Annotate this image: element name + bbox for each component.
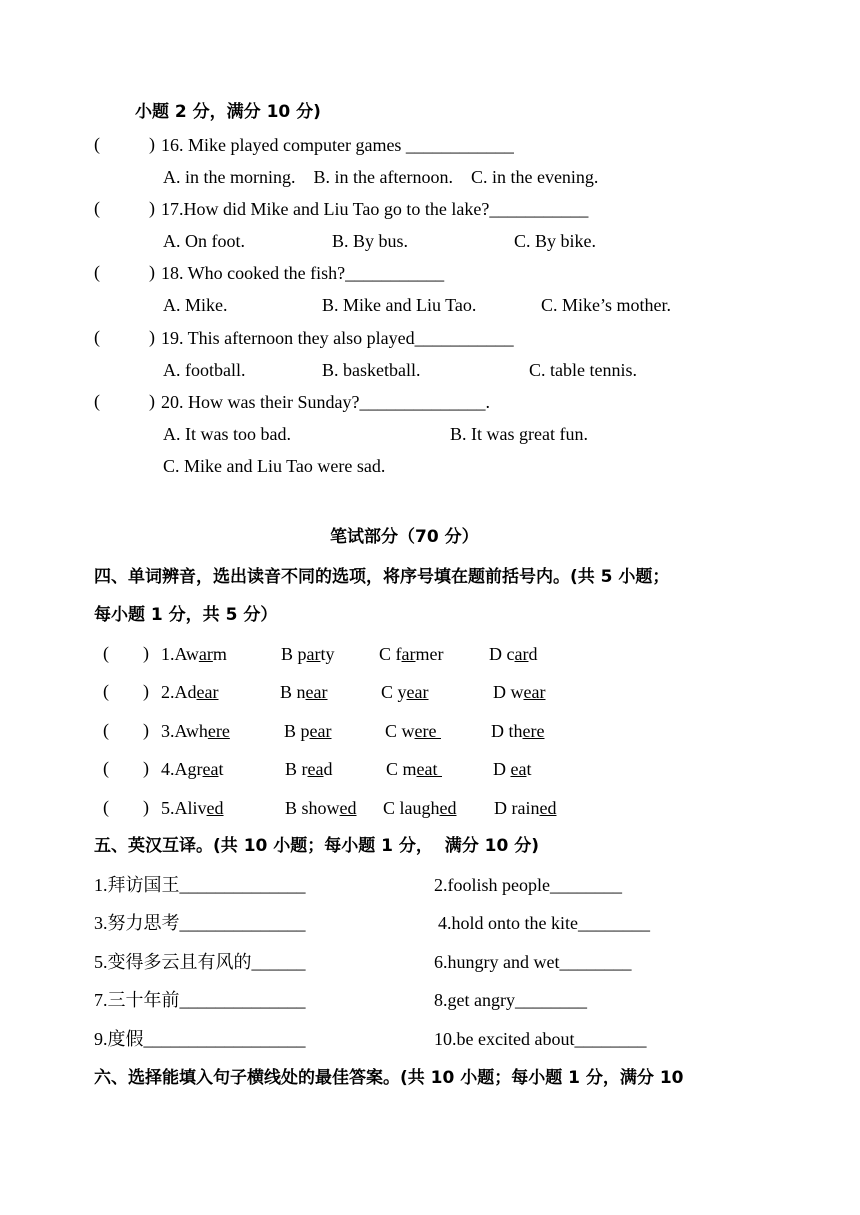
question-16-options: A. in the morning. B. in the afternoon. C. in the evening. xyxy=(163,167,599,187)
word-b-underlined-sound: ed xyxy=(339,798,357,818)
word-c-underlined-sound: ar xyxy=(401,644,416,664)
word-c-underlined-sound: eat xyxy=(416,759,442,779)
word-a-underlined-sound: ea xyxy=(202,759,219,779)
word-c-text: C f xyxy=(379,644,402,664)
word-a-underlined-sound: ear xyxy=(196,682,219,702)
item-number: 5.A xyxy=(161,798,188,818)
word-d xyxy=(494,798,556,818)
word-a-underlined-sound: ar xyxy=(198,644,213,664)
phonics-option-a xyxy=(161,797,224,819)
item-number: 2.A xyxy=(161,682,188,702)
option-c: C. table tennis. xyxy=(529,360,637,380)
word-b-underlined-sound: ea xyxy=(307,759,324,779)
option-a: A. Mike. xyxy=(163,295,228,315)
item-number: 3.A xyxy=(161,721,186,741)
word-b xyxy=(284,721,332,741)
word-b-underlined-sound: ar xyxy=(306,644,321,664)
answer-paren-open: ( xyxy=(94,391,100,411)
phonics-option-b xyxy=(285,758,332,780)
answer-paren-close: ) xyxy=(143,758,149,778)
word-a xyxy=(188,798,224,818)
word-c-underlined-sound: ere xyxy=(414,721,441,741)
word-b-text: B p xyxy=(284,721,310,741)
word-c xyxy=(383,798,457,818)
word-d xyxy=(489,644,537,664)
option-a: A. On foot. xyxy=(163,231,245,251)
word-d-text-tail: t xyxy=(526,759,532,779)
word-b-underlined-sound: ear xyxy=(309,721,332,741)
option-b: B. Mike and Liu Tao. xyxy=(322,295,477,315)
word-d-underlined-sound: ere xyxy=(522,721,545,741)
word-c xyxy=(386,759,442,779)
word-b xyxy=(285,759,332,779)
phonics-option-b xyxy=(284,720,332,742)
word-b xyxy=(281,644,335,664)
word-d-underlined-sound: ear xyxy=(523,682,546,702)
word-b-text: B n xyxy=(280,682,306,702)
phonics-option-a xyxy=(161,720,230,742)
answer-paren-open: ( xyxy=(103,643,109,663)
word-b-text: B show xyxy=(285,798,340,818)
phonics-option-d xyxy=(493,758,532,780)
word-a-text: liv xyxy=(187,798,207,818)
word-d-text: D c xyxy=(489,644,515,664)
item-number: 1.A xyxy=(161,644,186,664)
word-d-underlined-sound: ea xyxy=(510,759,527,779)
answer-paren-open: ( xyxy=(103,720,109,740)
word-c-text-tail: mer xyxy=(415,644,444,664)
answer-paren-close: ) xyxy=(149,262,155,282)
word-d-text: D xyxy=(493,759,511,779)
question-17-stem: 17.How did Mike and Liu Tao go to the lake?___________ xyxy=(161,199,589,219)
phonics-option-c xyxy=(385,720,441,742)
word-b-text-tail: d xyxy=(323,759,333,779)
word-d-text-tail: d xyxy=(528,644,538,664)
word-d xyxy=(493,682,545,702)
phonics-option-b xyxy=(280,681,328,703)
option-a: A. It was too bad. xyxy=(163,424,291,444)
option-c: C. Mike and Liu Tao were sad. xyxy=(163,456,386,476)
phonics-option-a xyxy=(161,758,224,780)
word-a-text-tail: t xyxy=(218,759,224,779)
word-c xyxy=(379,644,443,664)
option-c: C. By bike. xyxy=(514,231,597,251)
translation-item-10: 10.be excited about________ xyxy=(434,1029,647,1049)
word-c-text: C m xyxy=(386,759,417,779)
word-b-underlined-sound: ear xyxy=(305,682,328,702)
word-d-underlined-sound: ar xyxy=(514,644,529,664)
word-c-text: C w xyxy=(385,721,415,741)
section4-title-cont: 每小题 1 分，共 5 分） xyxy=(94,605,278,625)
option-b: B. By bus. xyxy=(332,231,409,251)
phonics-option-d xyxy=(491,720,544,742)
answer-paren-open: ( xyxy=(103,681,109,701)
answer-paren-open: ( xyxy=(103,797,109,817)
answer-paren-close: ) xyxy=(143,643,149,663)
word-b-text: B r xyxy=(285,759,308,779)
word-c-text: C y xyxy=(381,682,407,702)
word-b xyxy=(280,682,328,702)
phonics-option-d xyxy=(489,643,537,665)
written-part-title: 笔试部分（70 分） xyxy=(330,527,479,547)
translation-item-8: 8.get angry________ xyxy=(434,990,587,1010)
section4-title: 四、单词辨音，选出读音不同的选项，将序号填在题前括号内。(共 5 小题； xyxy=(94,567,670,587)
word-a xyxy=(186,644,227,664)
answer-paren-close: ) xyxy=(143,720,149,740)
translation-item-5: 5.变得多云且有风的______ xyxy=(94,952,306,972)
phonics-option-c xyxy=(381,681,429,703)
word-d-text: D rain xyxy=(494,798,540,818)
item-number: 4.A xyxy=(161,759,188,779)
phonics-option-d xyxy=(493,681,545,703)
translation-item-7: 7.三十年前______________ xyxy=(94,990,306,1010)
word-d xyxy=(493,759,532,779)
translation-item-1: 1.拜访国王______________ xyxy=(94,875,306,895)
phonics-option-a xyxy=(161,681,218,703)
word-c-underlined-sound: ear xyxy=(406,682,429,702)
answer-paren-close: ) xyxy=(149,198,155,218)
section3-tail: 小题 2 分，满分 10 分) xyxy=(135,102,321,122)
phonics-option-a xyxy=(161,643,227,665)
word-c-underlined-sound: ed xyxy=(439,798,457,818)
translation-item-9: 9.度假__________________ xyxy=(94,1029,306,1049)
word-b xyxy=(285,798,357,818)
section6-title: 六、选择能填入句子横线处的最佳答案。(共 10 小题；每小题 1 分，满分 10 xyxy=(94,1068,684,1088)
option-a: A. football. xyxy=(163,360,246,380)
answer-paren-close: ) xyxy=(149,134,155,154)
word-a-text: gr xyxy=(187,759,203,779)
word-d-text: D th xyxy=(491,721,523,741)
translation-item-3: 3.努力思考______________ xyxy=(94,913,306,933)
answer-paren-close: ) xyxy=(149,391,155,411)
question-16-stem: 16. Mike played computer games ____________ xyxy=(161,135,514,155)
word-a xyxy=(188,682,219,702)
option-b: B. It was great fun. xyxy=(450,424,588,444)
word-a-text-tail: m xyxy=(212,644,227,664)
translation-item-4: 4.hold onto the kite________ xyxy=(438,913,650,933)
word-d-text: D w xyxy=(493,682,524,702)
word-a-text: w xyxy=(185,644,199,664)
phonics-option-b xyxy=(281,643,335,665)
answer-paren-close: ) xyxy=(143,797,149,817)
word-b-text-tail: ty xyxy=(320,644,335,664)
answer-paren-close: ) xyxy=(143,681,149,701)
word-b-text: B p xyxy=(281,644,307,664)
phonics-option-c xyxy=(386,758,442,780)
option-c: C. Mike’s mother. xyxy=(541,295,671,315)
word-c xyxy=(381,682,429,702)
word-a-underlined-sound: ed xyxy=(206,798,224,818)
word-a xyxy=(188,759,224,779)
translation-item-2: 2.foolish people________ xyxy=(434,875,622,895)
answer-paren-open: ( xyxy=(94,198,100,218)
phonics-option-b xyxy=(285,797,357,819)
word-c xyxy=(385,721,441,741)
answer-paren-open: ( xyxy=(94,327,100,347)
question-19-stem: 19. This afternoon they also played___________ xyxy=(161,328,514,348)
word-c-text: C laugh xyxy=(383,798,440,818)
word-a-text: d xyxy=(187,682,197,702)
answer-paren-open: ( xyxy=(94,262,100,282)
answer-paren-open: ( xyxy=(94,134,100,154)
translation-item-6: 6.hungry and wet________ xyxy=(434,952,632,972)
word-d xyxy=(491,721,544,741)
section5-title: 五、英汉互译。(共 10 小题；每小题 1 分， 满分 10 分) xyxy=(94,836,540,856)
word-a-underlined-sound: ere xyxy=(207,721,230,741)
answer-paren-close: ) xyxy=(149,327,155,347)
answer-paren-open: ( xyxy=(103,758,109,778)
phonics-option-c xyxy=(379,643,443,665)
phonics-option-d xyxy=(494,797,556,819)
option-b: B. basketball. xyxy=(322,360,421,380)
word-d-underlined-sound: ed xyxy=(539,798,557,818)
phonics-option-c xyxy=(383,797,457,819)
word-a-text: wh xyxy=(185,721,208,741)
question-18-stem: 18. Who cooked the fish?___________ xyxy=(161,263,445,283)
word-a xyxy=(186,721,230,741)
question-20-stem: 20. How was their Sunday?______________. xyxy=(161,392,490,412)
